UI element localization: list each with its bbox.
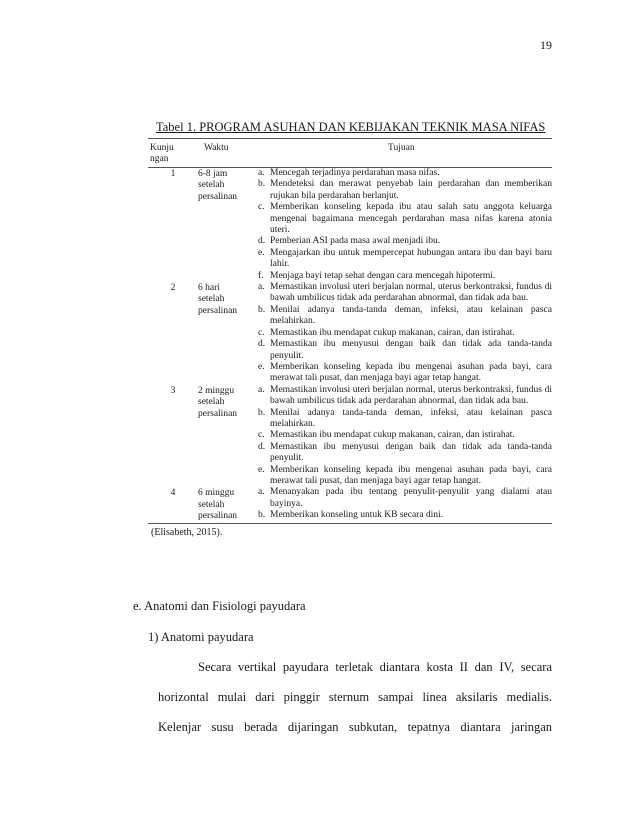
kunjungan-cell: 1 [170,169,176,179]
item-text: Menanyakan pada ibu tentang penyulit-penyulit yang dialami atau bayinya. [270,487,552,509]
waktu-cell [198,282,258,385]
item-label: c. [258,430,265,441]
item-label: d. [258,441,266,452]
paragraph-line: horizontal mulai dari pinggir sternum sampai linea aksilaris medialis. [158,690,552,704]
tujuan-item [258,430,552,441]
care-program-table [148,138,552,538]
item-label: d. [258,339,266,350]
item-label: b. [258,304,266,315]
waktu-line: setelah [198,499,225,510]
item-label: f. [258,270,264,281]
page-number: 19 [540,38,552,52]
paragraph-line: Secara vertikal payudara terletak diantara kosta II dan IV, secara [198,660,552,674]
table-row [148,168,552,282]
table-bottom-rule [148,523,552,524]
item-label: d. [258,236,266,247]
kunjungan-cell: 4 [170,488,176,499]
tujuan-item [258,408,552,431]
waktu-line: persalinan [198,191,238,202]
item-text: Menilai adanya tanda-tanda deman, infeksi, atau kelainan pasca melahirkan. [270,407,552,429]
item-text: Memberikan konseling kepada ibu mengenai asuhan pada bayi, cara merawat tali pusat, dan menjaga bayi agar tetap hangat. [270,464,552,486]
waktu-cell [198,487,258,522]
item-label: a. [258,487,265,498]
item-text: Memastikan involusi uteri berjalan normal, uterus berkontraksi, fundus di bawah umbilicus tidak ada perdarahan abnormal, dan tidak ada bau. [270,384,552,407]
tujuan-cell [258,168,552,282]
tujuan-item [258,442,552,465]
item-label: e. [258,464,265,475]
waktu-line: 2 minggu [198,385,235,396]
item-label: b. [258,510,266,521]
item-text: Mengajarkan ibu untuk mempercepat hubungan antara ibu dan bayi baru lahir. [270,247,552,270]
table-row [148,282,552,385]
waktu-line: persalinan [198,305,238,316]
item-text: Memastikan ibu menyusui dengan baik dan tidak ada tanda-tanda penyulit. [270,441,552,464]
tujuan-item [258,487,552,510]
tujuan-cell [258,487,552,522]
waktu-line: 6-8 jam [198,169,228,179]
tujuan-item [258,328,552,339]
item-text: Memberikan konseling kepada ibu mengenai asuhan pada bayi, cara merawat tali pusat, dan menjaga bayi agar tetap hangat. [270,361,552,384]
kunjungan-cell: 3 [170,385,176,396]
tujuan-item [258,248,552,271]
tujuan-item [258,168,552,179]
item-text: Menjaga bayi tetap sehat dengan cara mencegah hipotermi. [270,270,496,281]
item-label: a. [258,282,265,293]
header-waktu: Waktu [204,143,229,153]
item-label: a. [258,384,265,395]
tujuan-item [258,305,552,328]
waktu-line: 6 minggu [198,488,235,499]
table-row [148,487,552,522]
header-kunjungan-line1: Kunju [150,143,174,153]
waktu-line: persalinan [198,511,238,522]
paragraph-line: Kelenjar susu berada dijaringan subkutan, tepatnya diantara jaringan [158,720,552,734]
waktu-line: setelah [198,397,225,408]
tujuan-item [258,179,552,202]
item-label: a. [258,168,265,178]
waktu-cell [198,168,258,282]
table-row [148,385,552,488]
item-text: Mendeteksi dan merawat penyebab lain perdarahan dan memberikan rujukan bila perdarahan berlanjut. [270,179,552,201]
subsection-heading-anatomi: 1) Anatomi payudara [148,630,254,644]
tujuan-item [258,236,552,247]
item-text: Memastikan involusi uteri berjalan normal, uterus berkontraksi, fundus di bawah umbilicus tidak ada perdarahan abnormal, dan tidak ada bau. [270,282,552,304]
item-label: c. [258,327,265,338]
table-title: Tabel 1. PROGRAM ASUHAN DAN KEBIJAKAN TEKNIK MASA NIFAS [156,120,546,134]
tujuan-cell [258,282,552,385]
item-text: Memastikan ibu menyusui dengan baik dan tidak ada tanda-tanda penyulit. [270,339,552,361]
tujuan-item [258,339,552,362]
header-tujuan: Tujuan [388,143,415,153]
waktu-line: setelah [198,180,225,191]
waktu-line: persalinan [198,408,238,419]
tujuan-item [258,362,552,385]
waktu-line: setelah [198,294,225,305]
tujuan-item [258,282,552,305]
item-text: Memberikan konseling kepada ibu atau salah satu anggota keluarga mengenai bagaimana mencegah perdarahan masa nifas karena atonia uteri. [270,202,552,236]
section-heading-e: e. Anatomi dan Fisiologi payudara [133,599,306,613]
item-label: b. [258,407,266,418]
tujuan-item [258,510,552,521]
waktu-line: 6 hari [198,283,220,294]
item-text: Memastikan ibu mendapat cukup makanan, cairan, dan istirahat. [270,430,515,441]
item-text: Pemberian ASI pada masa awal menjadi ibu. [270,236,441,247]
item-text: Memastikan ibu mendapat cukup makanan, cairan, dan istirahat. [270,327,515,338]
tujuan-item [258,385,552,408]
tujuan-item [258,465,552,488]
waktu-cell [198,385,258,488]
item-text: Mencegah terjadinya perdarahan masa nifas. [270,168,440,178]
kunjungan-cell: 2 [170,283,176,294]
tujuan-item [258,271,552,282]
tujuan-item [258,202,552,236]
item-label: c. [258,202,265,213]
item-label: b. [258,179,266,190]
header-kunjungan-line2: ngan [150,154,169,164]
item-label: e. [258,361,265,372]
table-header [148,139,552,167]
table-body [148,168,552,523]
table-citation: (Elisabeth, 2015). [151,526,223,538]
tujuan-cell [258,385,552,488]
item-text: Menilai adanya tanda-tanda deman, infeksi, atau kelainan pasca melahirkan. [270,304,552,327]
item-text: Memberikan konseling untuk KB secara dini. [270,510,444,521]
header-kunjungan [150,143,174,165]
item-label: e. [258,247,265,258]
